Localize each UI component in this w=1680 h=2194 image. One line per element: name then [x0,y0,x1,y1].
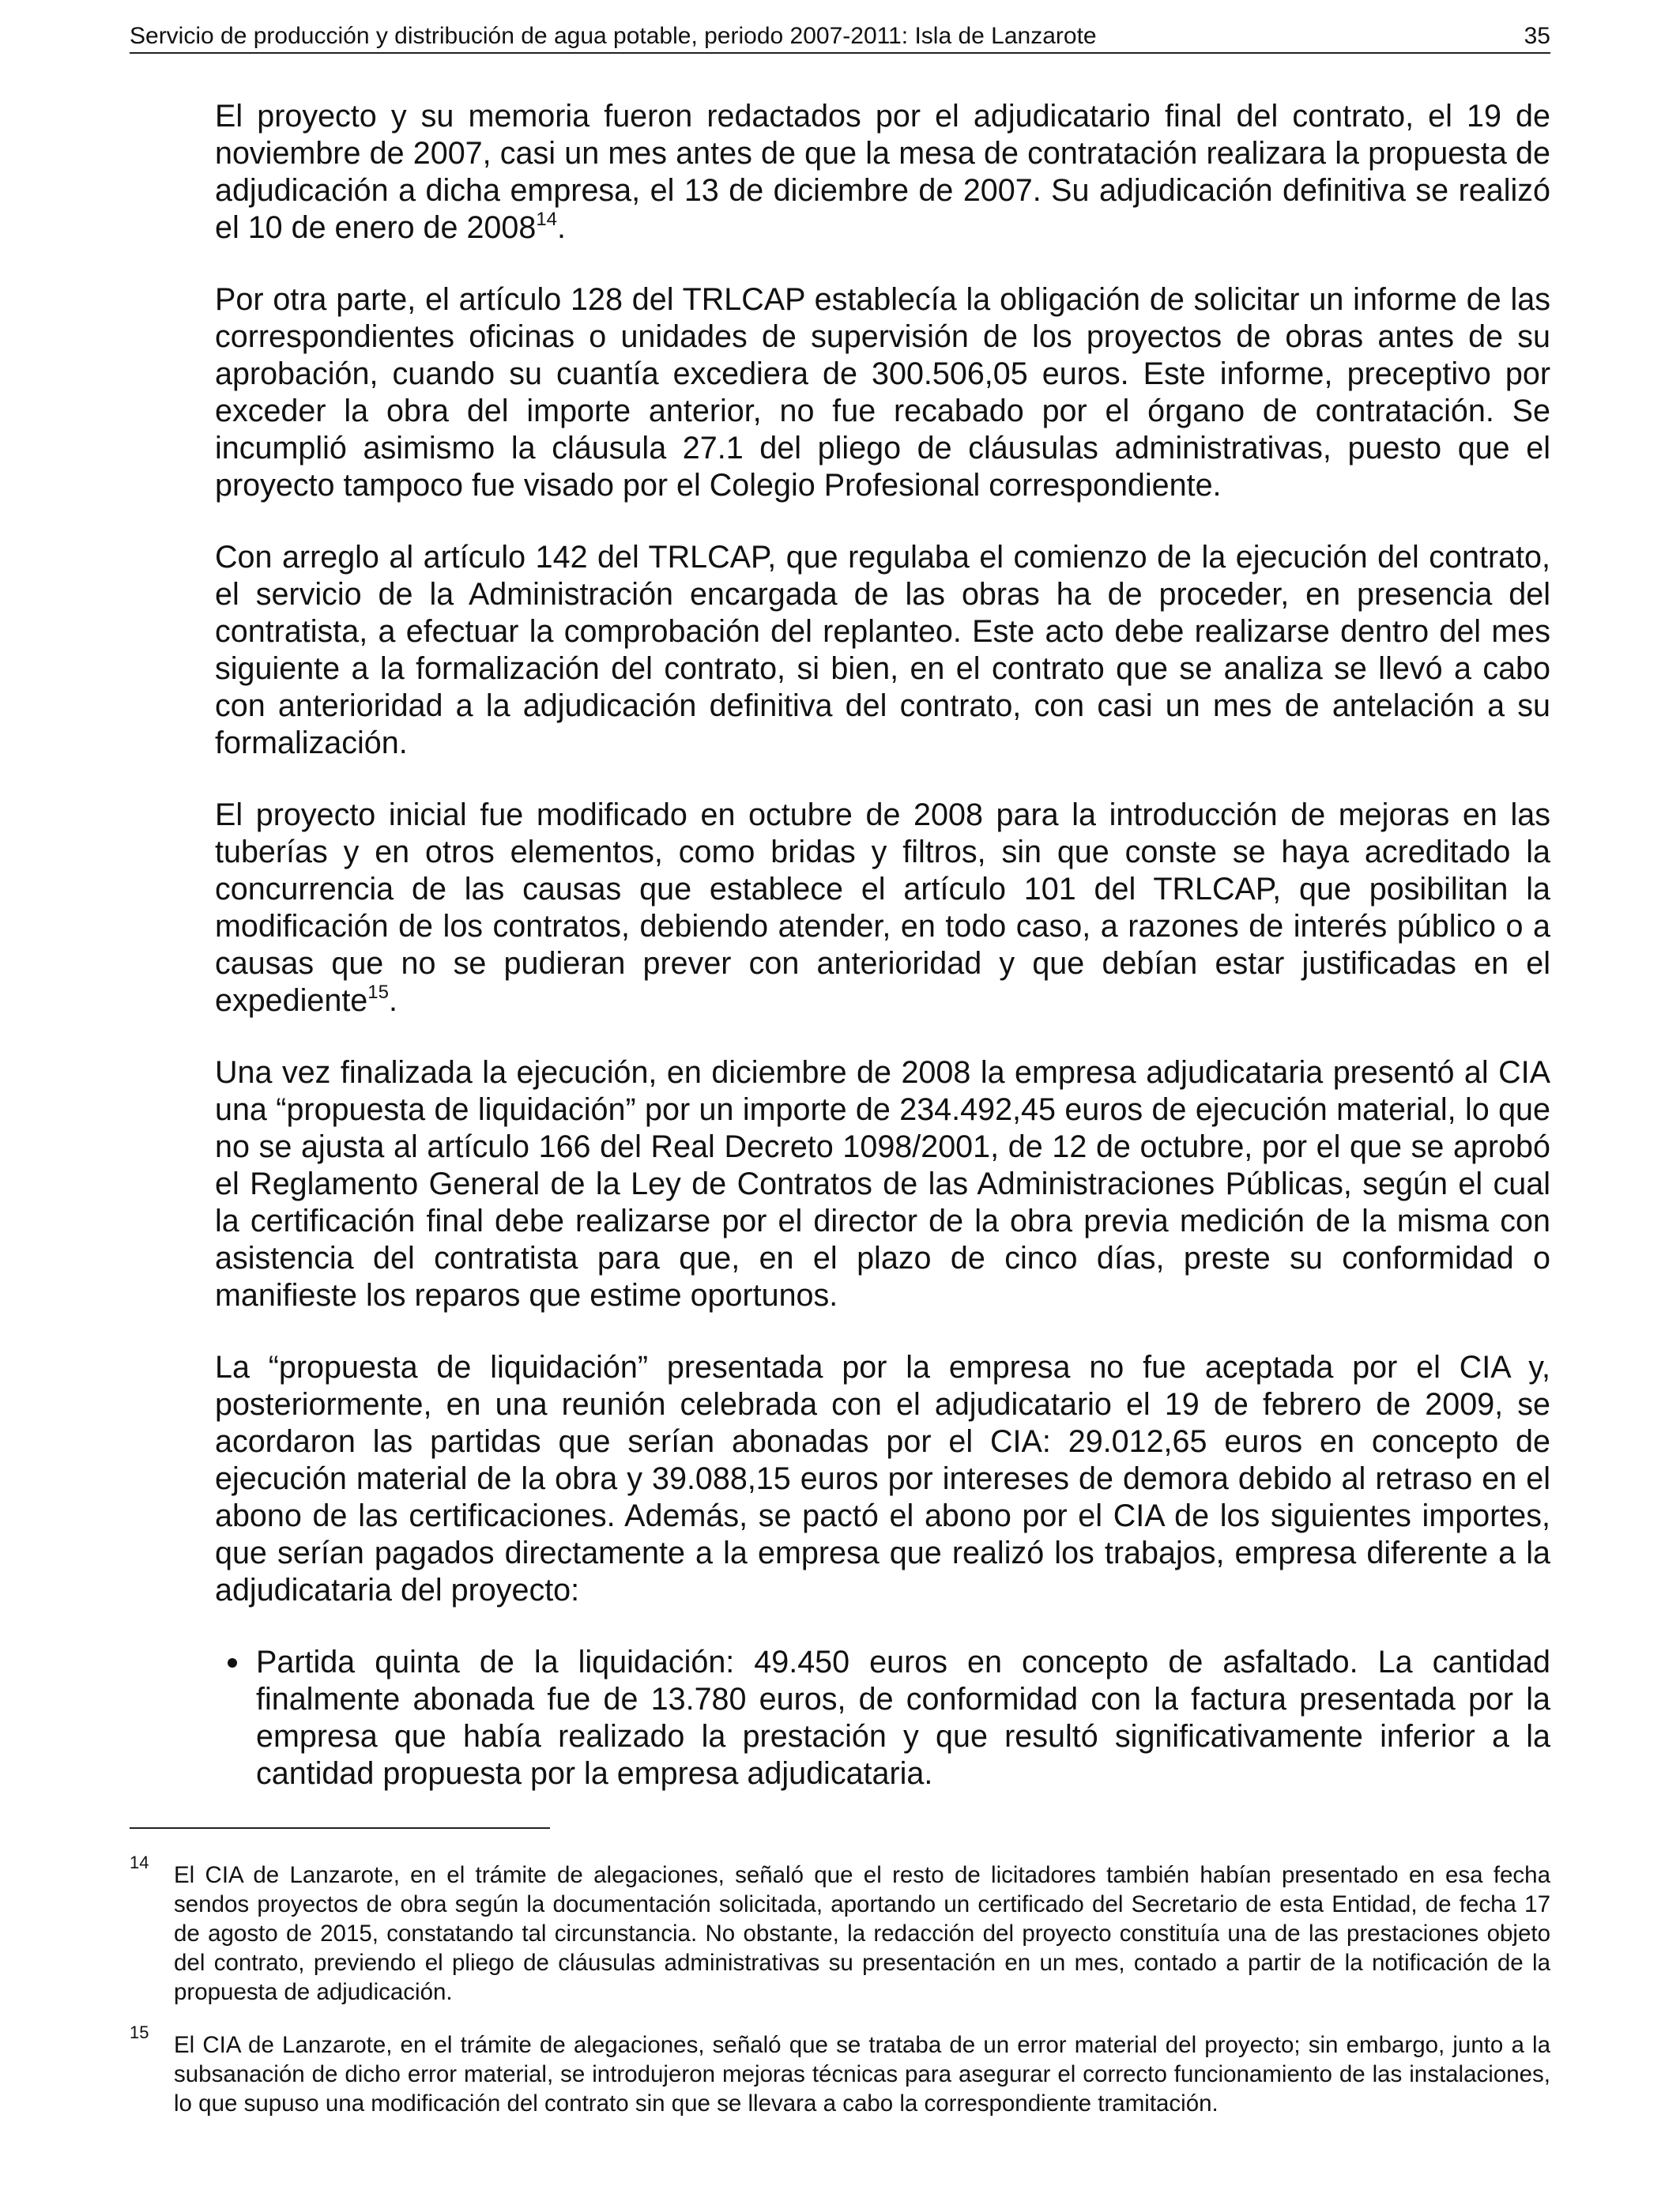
footnotes [130,1853,1550,2142]
main-content [215,98,1550,1793]
paragraph-4 [215,797,1550,1020]
footnote-number: 14 [130,1853,149,1872]
footnote-ref-14[interactable]: 14 [536,208,558,230]
paragraph-6: La “propuesta de liquidación” presentada por la empresa no fue aceptada por el CIA y, posteriormente, en una reunión celebrada con el adjudicatario el 19 de febrero de 2009, se acordaron las partidas que serían abonadas por el CIA: 29.012,65 euros en concepto de ejecución material de la obra y 39.088,15 euros por intereses de demora debido al retraso en el abono de las certificaciones. Además, se pactó el abono por el CIA de los siguientes importes, que serían pagados directamente a la empresa que realizó los trabajos, empresa diferente a la adjudicataria del proyecto: [215,1350,1550,1608]
footnote-number: 15 [130,2022,149,2042]
paragraph-1 [215,98,1550,247]
paragraph-3: Con arreglo al artículo 142 del TRLCAP, que regulaba el comienzo de la ejecución del contrato, el servicio de la Administración encargada de las obras ha de proceder, en presencia del contratista, a efectuar la comprobación del replanteo. Este acto debe realizarse dentro del mes siguiente a la formalización del contrato, si bien, en el contrato que se analiza se llevó a cabo con anterioridad a la adjudicación definitiva del contrato, con casi un mes de antelación a su formalización. [215,540,1550,760]
paragraph-1-end: . [557,210,567,245]
paragraph-1-text: El proyecto y su memoria fueron redactados por el adjudicatario final del contrato, el 19 de noviembre de 2007, casi un mes antes de que la mesa de contratación realizara la propuesta de adjudicación a dicha empresa, el 13 de diciembre de 2007. Su adjudicación definitiva se realizó el 10 de enero de 2008 [215,99,1550,245]
running-title: Servicio de producción y distribución de agua potable, periodo 2007-2011: Isla de Lanzarote [130,23,1097,49]
footnote-text: El CIA de Lanzarote, en el trámite de alegaciones, señaló que se trataba de un error material del proyecto; sin embargo, junto a la subsanación de dicho error material, se introdujeron mejoras técnicas para asegurar el correcto funcionamiento de las instalaciones, lo que supuso una modificación del contrato sin que se llevara a cabo la correspondiente tramitación. [174,2032,1550,2117]
paragraph-5: Una vez finalizada la ejecución, en diciembre de 2008 la empresa adjudicataria presentó al CIA una “propuesta de liquidación” por un importe de 234.492,45 euros de ejecución material, lo que no se ajusta al artículo 166 del Real Decreto 1098/2001, de 12 de octubre, por el que se aprobó el Reglamento General de la Ley de Contratos de las Administraciones Públicas, según el cual la certificación final debe realizarse por el director de la obra previa medición de la misma con asistencia del contratista para que, en el plazo de cinco días, preste su conformidad o manifieste los reparos que estime oportunos. [215,1055,1550,1313]
footnote-text: El CIA de Lanzarote, en el trámite de alegaciones, señaló que el resto de licitadores también habían presentado en esa fecha sendos proyectos de obra según la documentación solicitada, aportando un certificado del Secretario de esta Entidad, de fecha 17 de agosto de 2015, constatando tal circunstancia. No obstante, la redacción del proyecto constituía una de las prestaciones objeto del contrato, previendo el pliego de cláusulas administrativas su presentación en un mes, contado a partir de la notificación de la propuesta de adjudicación. [174,1862,1550,2005]
page-number: 35 [1524,23,1550,49]
paragraph-4-text: El proyecto inicial fue modificado en octubre de 2008 para la introducción de mejoras en las tuberías y en otros elementos, como bridas y filtros, sin que conste se haya acreditado la concurrencia de las causas que establece el artículo 101 del TRLCAP, que posibilitan la modificación de los contratos, debiendo atender, en todo caso, a razones de interés público o a causas que no se pudieran prever con anterioridad y que debían estar justificadas en el expediente [215,797,1550,1018]
footnote-15 [130,2022,1550,2118]
paragraph-2: Por otra parte, el artículo 128 del TRLCAP establecía la obligación de solicitar un informe de las correspondientes oficinas o unidades de supervisión de los proyectos de obras antes de su aprobación, cuando su cuantía excediera de 300.506,05 euros. Este informe, preceptivo por exceder la obra del importe anterior, no fue recabado por el órgano de contratación. Se incumplió asimismo la cláusula 27.1 del pliego de cláusulas administrativas, puesto que el proyecto tampoco fue visado por el Colegio Profesional correspondiente. [215,282,1550,503]
footnote-14 [130,1853,1550,2007]
bullet-list [215,1644,1550,1793]
footnote-separator [130,1827,550,1829]
bullet-item-text: Partida quinta de la liquidación: 49.450 euros en concepto de asfaltado. La cantidad finalmente abonada fue de 13.780 euros, de conformidad con la factura presentada por la empresa que había realizado la prestación y que resultó significativamente inferior a la cantidad propuesta por la empresa adjudicataria. [256,1645,1550,1791]
footnote-ref-15[interactable]: 15 [367,981,389,1003]
paragraph-4-end: . [388,983,397,1018]
page-header [130,21,1550,54]
bullet-item [215,1644,1550,1793]
bullet-icon [228,1658,237,1668]
